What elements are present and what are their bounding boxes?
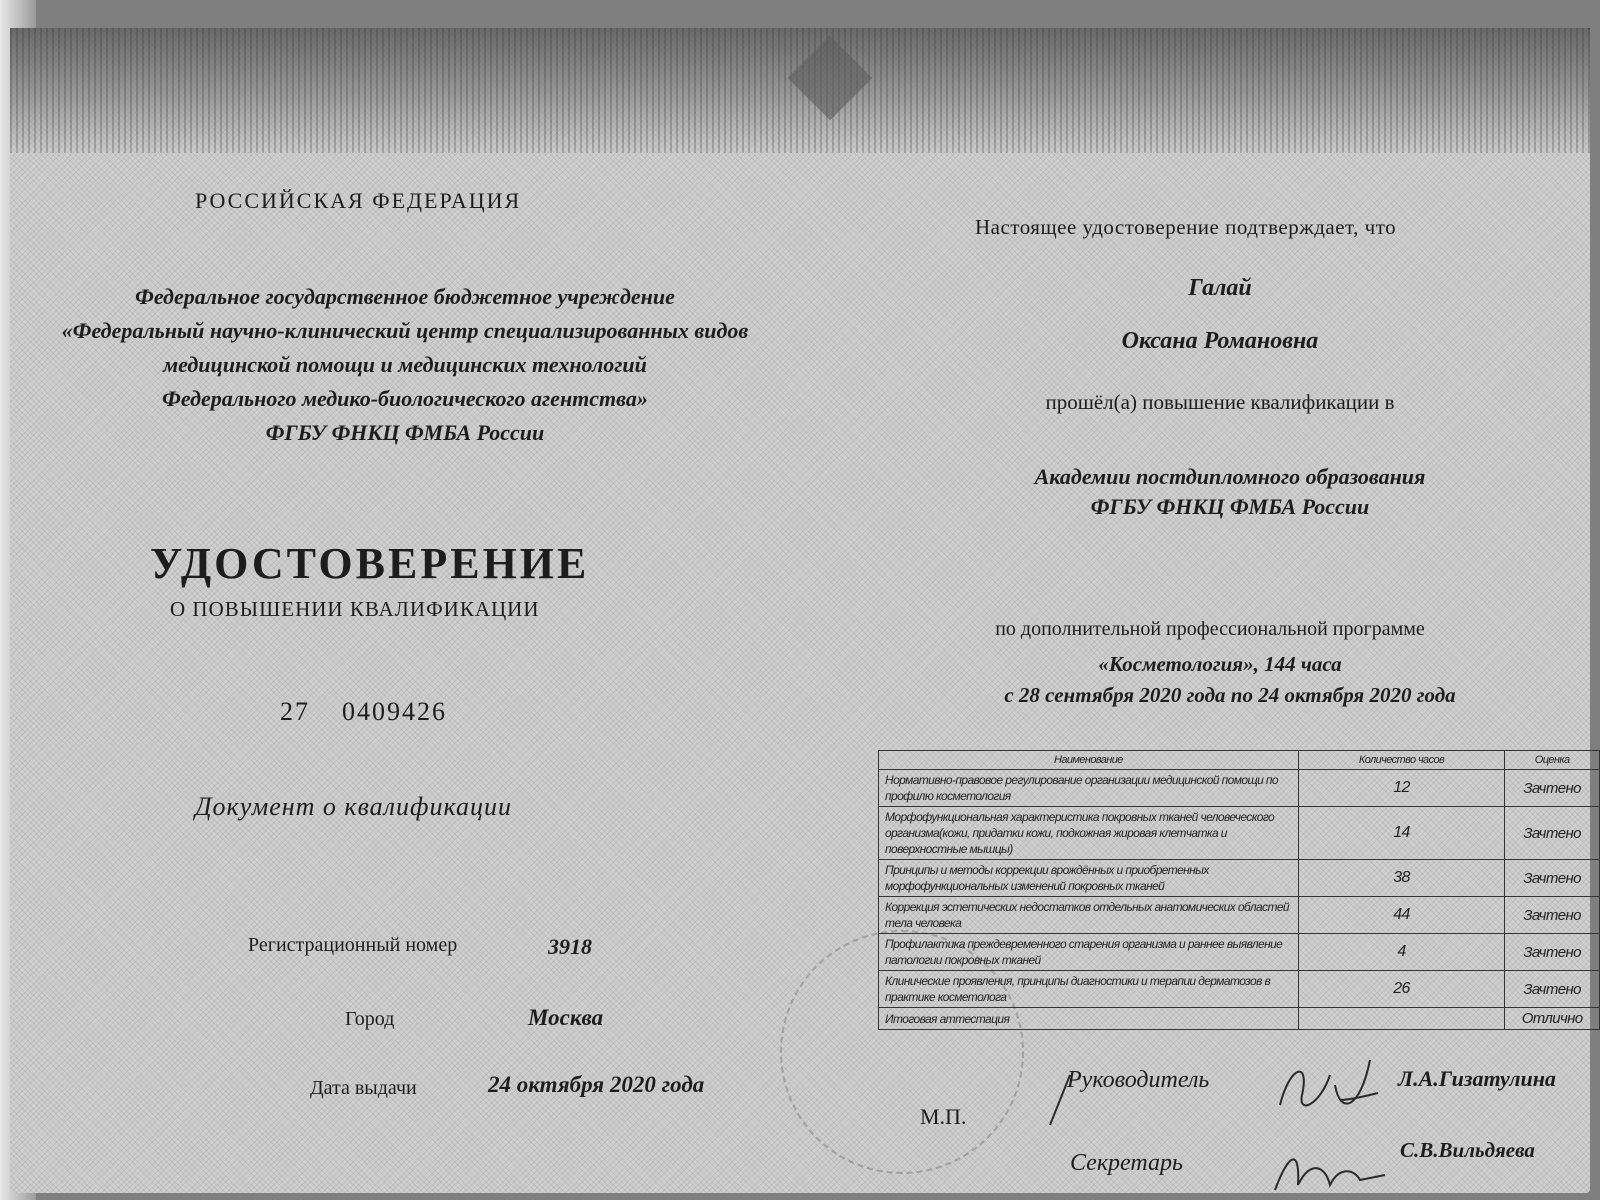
document-title: УДОСТОВЕРЕНИЕ [150,539,590,588]
academy-name [960,462,1500,522]
subject-grade: Зачтено [1505,897,1600,934]
subject-hours: 44 [1298,897,1504,934]
table-row [879,770,1600,807]
subject-grade: Зачтено [1505,971,1600,1008]
subject-name: Морфофункциональная характеристика покровных тканей человеческого организма(кожи, придатки кожи, подкожная жировая клетчатка и поверхностные мышцы) [879,807,1299,860]
org-line: «Федеральный научно-клинический центр специализированных видов [61,318,749,343]
subject-hours: 4 [1298,934,1504,971]
subject-grade: Зачтено [1505,860,1600,897]
academy-line: ФГБУ ФНКЦ ФМБА России [1090,494,1370,519]
subject-grade: Зачтено [1505,807,1600,860]
country-heading: РОССИЙСКАЯ ФЕДЕРАЦИЯ [195,188,522,213]
subject-hours: 38 [1298,860,1504,897]
head-signature [1040,1055,1380,1135]
head-name: Л.А.Гизатулина [1398,1066,1556,1091]
subject-hours: 26 [1298,971,1504,1008]
org-line: Федеральное государственное бюджетное учреждение [135,284,675,309]
serial-series: 27 [280,697,310,726]
head-label: Руководитель [1067,1067,1210,1093]
serial-number [280,697,479,727]
passed-text: прошёл(а) повышение квалификации в [1045,390,1395,414]
academy-line: Академии постдипломного образования [1034,464,1426,489]
table-row [879,860,1600,897]
subject-grade: Зачтено [1505,934,1600,971]
secretary-name: С.В.Вильдяева [1400,1138,1535,1162]
decorative-border [10,28,1590,153]
column-header: Количество часов [1298,751,1504,770]
city-label: Город [345,1008,395,1030]
subject-name: Профилактика преждевременного старения организма и раннее выявление патологии покровных тканей [879,934,1299,971]
program-intro: по дополнительной профессиональной программе [995,618,1425,640]
program-name: «Косметология», 144 часа [1098,652,1342,676]
subject-name: Клинические проявления, принципы диагностики и терапии дерматозов в практике косметолога [879,971,1299,1008]
confirm-text: Настоящее удостоверение подтверждает, что [975,215,1397,239]
column-header: Наименование [879,751,1299,770]
table-row [879,934,1600,971]
serial-value: 0409426 [342,697,447,726]
subject-name: Коррекция эстетических недостатков отдельных анатомических областей тела человека [879,897,1299,934]
table-header-row [879,751,1600,770]
stamp-place-label: М.П. [920,1104,967,1129]
org-line: Федерального медико-биологического агентства» [162,386,648,411]
registration-value: 3918 [548,934,592,959]
organization-name [20,280,790,450]
holder-names: Оксана Романовна [1121,328,1319,354]
subject-hours: 12 [1298,770,1504,807]
subject-name: Принципы и методы коррекции врождённых и приобретенных морфофункциональных изменений покровных тканей [879,860,1299,897]
table-row [879,1008,1600,1030]
subject-hours: 14 [1298,807,1504,860]
city-value: Москва [528,1005,604,1030]
holder-surname: Галай [1188,275,1252,301]
org-line: медицинской помощи и медицинских технологий [163,352,647,377]
registration-label: Регистрационный номер [248,934,458,956]
table-row [879,897,1600,934]
subject-name: Итоговая аттестация [879,1008,1299,1030]
study-period: с 28 сентября 2020 года по 24 октября 2020 года [1004,683,1456,707]
subject-grade: Зачтено [1505,770,1600,807]
org-line: ФГБУ ФНКЦ ФМБА России [265,420,545,445]
table-row [879,971,1600,1008]
table-row [879,807,1600,860]
secretary-signature [1270,1140,1390,1200]
issue-date-value: 24 октября 2020 года [488,1072,705,1097]
subject-hours [1298,1008,1504,1030]
subjects-table [878,750,1600,1030]
subject-name: Нормативно-правовое регулирование организации медицинской помощи по профилю косметология [879,770,1299,807]
column-header: Оценка [1505,751,1600,770]
issue-date-label: Дата выдачи [310,1077,417,1099]
secretary-label: Секретарь [1070,1150,1183,1176]
subject-grade: Отлично [1505,1008,1600,1030]
document-type: Документ о квалификации [195,792,512,821]
document-subtitle: О ПОВЫШЕНИИ КВАЛИФИКАЦИИ [170,597,540,621]
